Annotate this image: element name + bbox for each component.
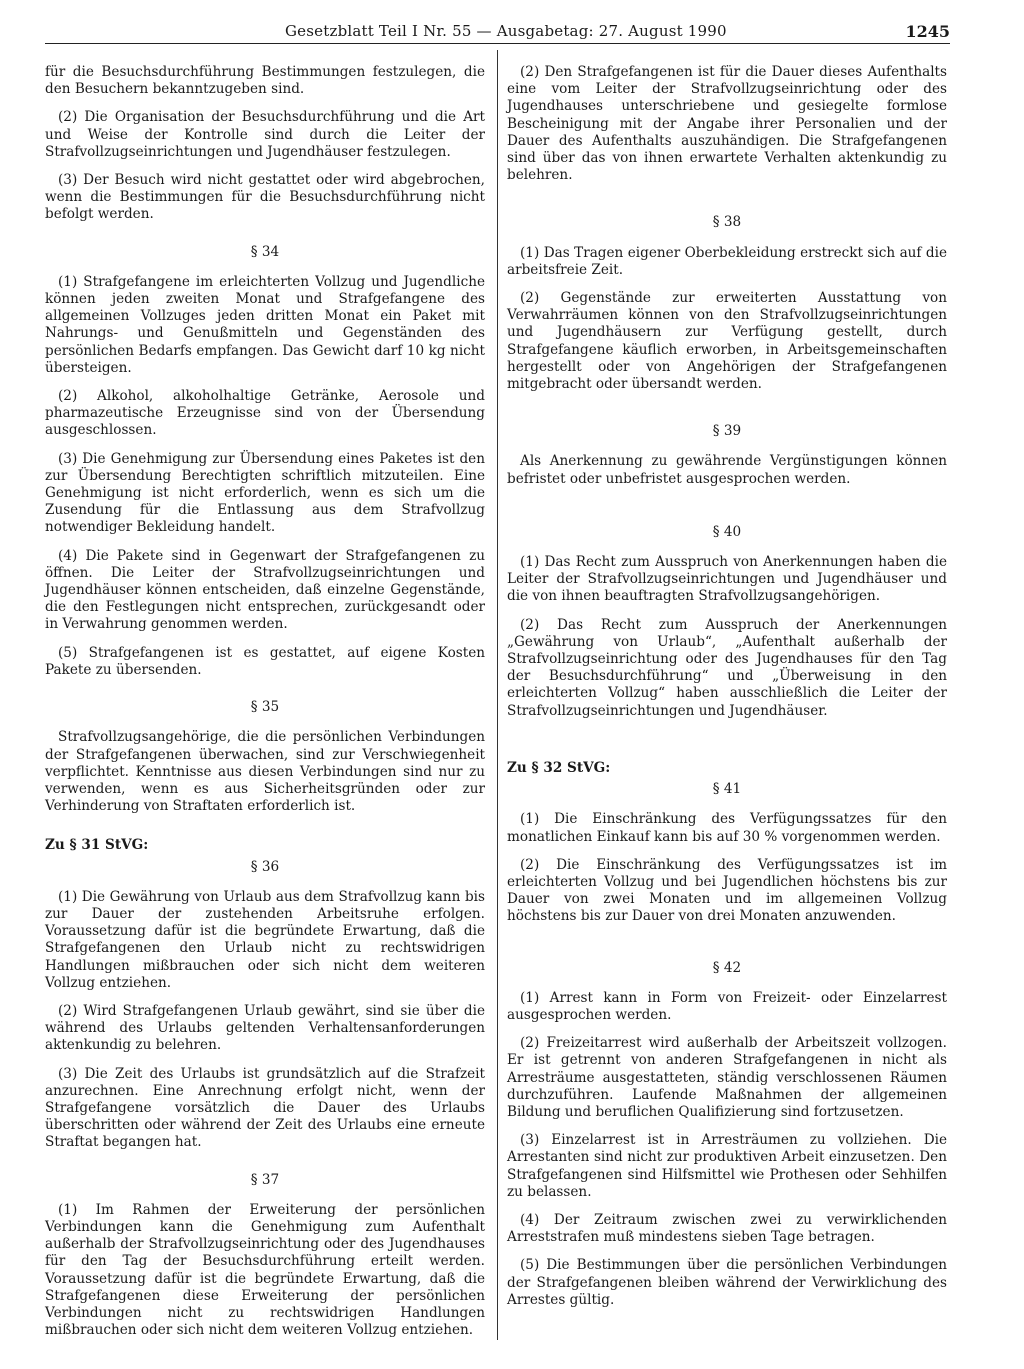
paragraph: (3) Einzelarrest ist in Arresträumen zu vollziehen. Die Arrestanten sind nicht zur produktiven Arbeit einzusetzen. Den Strafgefangenen sind Hilfsmittel wie Prothesen oder Sehhilfen zu belassen. [507, 1132, 947, 1200]
section-heading: § 39 [712, 423, 742, 440]
paragraph: (2) Freizeitarrest wird außerhalb der Arbeitszeit vollzogen. Er ist getrennt von anderen Strafgefangenen in nicht als Arresträume ausgestatteten, ständig verschlossenen Räumen durchzuführen. Laufende Maßnahmen der allgemeinen Bildung und beruflichen Qualifizierung sind fortzusetzen. [507, 1035, 947, 1120]
paragraph: (1) Die Gewährung von Urlaub aus dem Strafvollzug kann bis zur Dauer der zustehenden Arbeitsruhe erfolgen. Voraussetzung dafür ist die begründete Erwartung, daß die Strafgefangenen den Urlaub nicht zu rechtswidrigen Handlungen mißbrauchen oder sich nicht dem weiteren Vollzug entziehen. [45, 888, 485, 991]
page-header [45, 22, 950, 44]
paragraph: (1) Das Tragen eigener Oberbekleidung erstreckt sich auf die arbeitsfreie Zeit. [507, 244, 947, 278]
paragraph: (5) Die Bestimmungen über die persönlichen Verbindungen der Strafgefangenen bleiben während der Verwirklichung des Arrestes gültig. [507, 1257, 947, 1308]
section-heading: § 34 [250, 243, 280, 260]
paragraph: (4) Die Pakete sind in Gegenwart der Strafgefangenen zu öffnen. Die Leiter der Strafvollzugseinrichtungen und Jugendhäuser können entscheiden, daß einzelne Gegenstände, die den Festlegungen nicht entsprechen, zurückgesandt oder in Verwahrung genommen werden. [45, 547, 485, 633]
paragraph: (1) Arrest kann in Form von Freizeit- oder Einzelarrest ausgesprochen werden. [507, 989, 947, 1023]
section-heading: § 41 [712, 781, 742, 798]
paragraph: (3) Die Zeit des Urlaubs ist grundsätzlich auf die Strafzeit anzurechnen. Eine Anrechnung erfolgt nicht, wenn der Strafgefangene vorsätzlich die Dauer des Urlaubs überschritten oder während der Zeit des Urlaubs eine erneute Straftat begangen hat. [45, 1065, 485, 1151]
paragraph: (1) Das Recht zum Ausspruch von Anerkennungen haben die Leiter der Strafvollzugseinrichtungen und Jugendhäuser und die von ihnen beauftragten Strafvollzugsangehörigen. [507, 554, 947, 605]
paragraph: (4) Der Zeitraum zwischen zwei zu verwirklichenden Arreststrafen muß mindestens sieben Tage betragen. [507, 1211, 947, 1246]
paragraph: (2) Wird Strafgefangenen Urlaub gewährt, sind sie über die während des Urlaubs geltenden Verhaltensanforderungen aktenkundig zu belehren. [45, 1002, 485, 1054]
section-heading: § 40 [712, 523, 742, 540]
page-number: 1245 [905, 22, 950, 41]
right-column [507, 64, 947, 1320]
paragraph: Strafvollzugsangehörige, die die persönlichen Verbindungen der Strafgefangenen überwachen, sind zur Verschwiegenheit verpflichtet. Kenntnisse aus diesen Verbindungen sind nur zu verwenden, wenn es aus Sicherheitsgründen oder zur Verhinderung von Straftaten erforderlich ist. [45, 729, 485, 815]
paragraph: für die Besuchsdurchführung Bestimmungen festzulegen, die den Besuchern bekanntzugeben sind. [45, 64, 485, 98]
subheading: Zu § 31 StVG: [45, 837, 149, 854]
header-rule [45, 43, 950, 44]
paragraph: Als Anerkennung zu gewährende Vergünstigungen können befristet oder unbefristet ausgesprochen werden. [507, 453, 947, 487]
section-heading: § 42 [712, 959, 742, 976]
paragraph: (1) Im Rahmen der Erweiterung der persönlichen Verbindungen kann die Genehmigung zum Aufenthalt außerhalb der Strafvollzugseinrichtung oder des Jugendhauses für den Tag der Besuchsdurchführung erteilt werden. Voraussetzung dafür ist die begründete Erwartung, daß die Strafgefangenen diese Erweiterung der persönlichen Verbindungen nicht zu rechtswidrigen Handlungen mißbrauchen oder sich nicht dem weiteren Vollzug entziehen. [45, 1201, 485, 1339]
section-heading: § 35 [250, 699, 280, 716]
section-heading: § 38 [712, 214, 742, 231]
section-heading: § 36 [250, 858, 280, 875]
paragraph: (2) Die Organisation der Besuchsdurchführung und die Art und Weise der Kontrolle sind durch die Leiter der Strafvollzugseinrichtungen und Jugendhäuser festzulegen. [45, 109, 485, 160]
paragraph: (2) Gegenstände zur erweiterten Ausstattung von Verwahrräumen können von den Strafvollzugseinrichtungen und Jugendhäusern zur Verfügung gestellt, durch Strafgefangene käuflich erworben, in Arbeitsgemeinschaften hergestellt oder von Angehörigen der Strafgefangenen mitgebracht oder übersandt werden. [507, 290, 947, 393]
paragraph: (3) Die Genehmigung zur Übersendung eines Paketes ist den zur Übersendung Berechtigten schriftlich mitzuteilen. Eine Genehmigung ist nicht erforderlich, wenn es sich um die Zusendung für die Entlassung aus dem Strafvollzug notwendiger Bekleidung handelt. [45, 450, 485, 536]
paragraph: (5) Strafgefangenen ist es gestattet, auf eigene Kosten Pakete zu übersenden. [45, 644, 485, 678]
left-column [45, 64, 485, 1350]
subheading: Zu § 32 StVG: [507, 759, 611, 776]
paragraph: (2) Die Einschränkung des Verfügungssatzes ist im erleichterten Vollzug und bei Jugendlichen höchstens bis zur Dauer von zwei Monaten und im allgemeinen Vollzug höchstens bis zur Dauer von drei Monaten anzuwenden. [507, 856, 947, 925]
paragraph: (2) Den Strafgefangenen ist für die Dauer dieses Aufenthalts eine vom Leiter der Strafvollzugseinrichtung oder des Jugendhauses unterschriebene und gesiegelte formlose Bescheinigung mit der Angabe ihrer Personalien und der Dauer des Aufenthalts auszuhändigen. Die Strafgefangenen sind über das von ihnen erwartete Verhalten aktenkundig zu belehren. [507, 64, 947, 184]
paragraph: (1) Die Einschränkung des Verfügungssatzes für den monatlichen Einkauf kann bis auf 30 % vorgenommen werden. [507, 811, 947, 845]
column-divider [497, 50, 498, 1340]
paragraph: (2) Alkohol, alkoholhaltige Getränke, Aerosole und pharmazeutische Erzeugnisse sind von der Übersendung ausgeschlossen. [45, 388, 485, 439]
section-heading: § 37 [250, 1171, 280, 1188]
paragraph: (1) Strafgefangene im erleichterten Vollzug und Jugendliche können jeden zweiten Monat und Strafgefangene des allgemeinen Vollzuges jeden dritten Monat ein Paket mit Nahrungs- und Genußmitteln und Gegenständen des persönlichen Bedarfs empfangen. Das Gewicht darf 10 kg nicht übersteigen. [45, 273, 485, 376]
header-title: Gesetzblatt Teil I Nr. 55 — Ausgabetag: 27. August 1990 [285, 22, 727, 40]
paragraph: (3) Der Besuch wird nicht gestattet oder wird abgebrochen, wenn die Bestimmungen für die Besuchsdurchführung nicht befolgt werden. [45, 172, 485, 223]
paragraph: (2) Das Recht zum Ausspruch der Anerkennungen „Gewährung von Urlaub“, „Aufenthalt außerhalb der Strafvollzugseinrichtung oder des Jugendhauses für den Tag der Besuchsdurchführung“ und „Überweisung in den erleichterten Vollzug“ haben ausschließlich die Leiter der Strafvollzugseinrichtungen und Jugendhäuser. [507, 616, 947, 719]
